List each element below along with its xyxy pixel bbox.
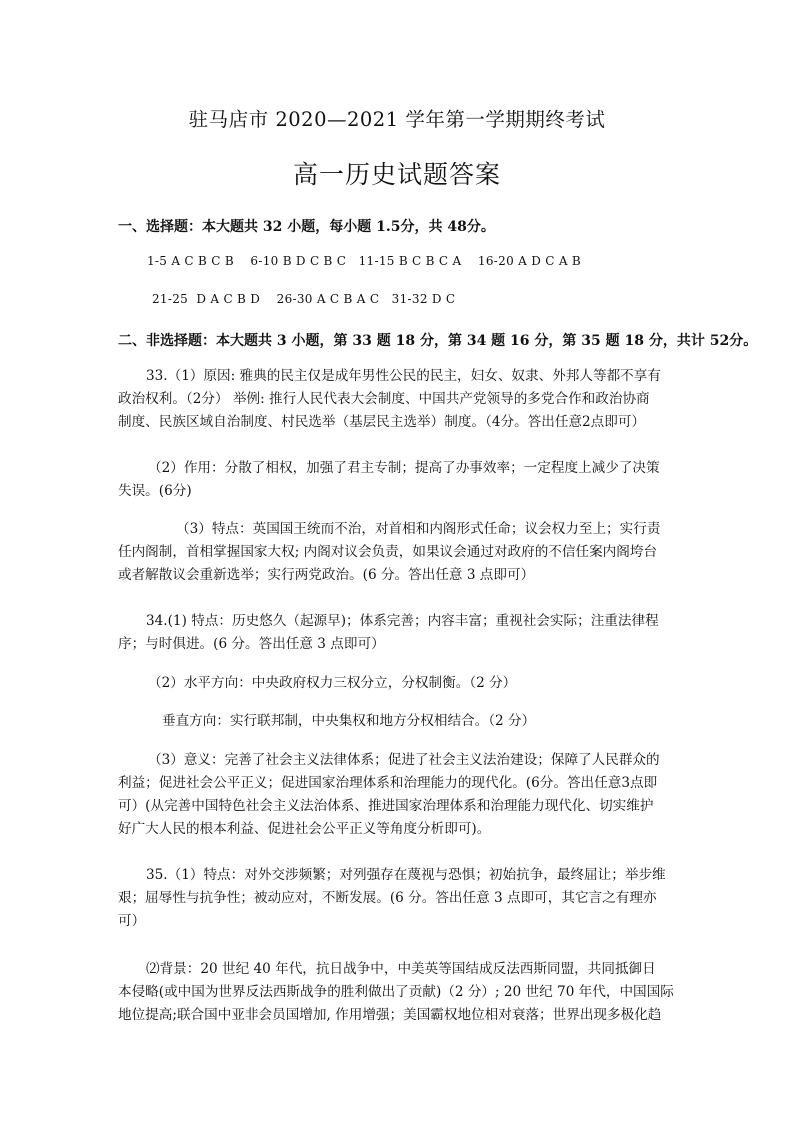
exam-title: 驻马店市 2020—2021 学年第一学期期终考试 (188, 108, 606, 131)
text-line: 34.(1) 特点：历史悠久（起源早)；体系完善；内容丰富；重视社会实际；注重法律程 (146, 613, 659, 629)
section2-heading: 二、非选择题：本大题共 3 小题，第 33 题 18 分，第 34 题 16 分，第 35 题 18 分，共计 52分。 (118, 333, 758, 349)
text-line: 任内阁制，首相掌握国家大权; 内阁对议会负责，如果议会通过对政府的不信任案内阁垮台 (118, 544, 658, 560)
text-line: （2）水平方向：中央政府权力三权分立，分权制衡。（2 分） (148, 675, 517, 691)
text-line: 序；与时俱进。(6 分。答出任意 3 点即可） (118, 636, 385, 652)
text-line: （3）意义：完善了社会主义法律体系；促进了社会主义法治建设；保障了人民群众的 (148, 752, 660, 768)
answer-key-title: 高一历史试题答案 (292, 160, 501, 189)
q34-part3 (118, 749, 676, 841)
q34-part2 (118, 672, 676, 695)
text-line: 地位提高;联合国中亚非会员国增加, 作用增强；美国霸权地位相对衰落；世界出现多极化趋 (118, 1007, 662, 1023)
answers-line-2: 21-25 D A C B D 26-30 A C B A C 31-32 D C (152, 292, 456, 306)
q34-part1 (118, 610, 676, 656)
text-line: ⑵背景：20 世纪 40 年代，抗日战争中，中美英等国结成反法西斯同盟，共同抵御日 (146, 961, 656, 977)
q35-part2 (118, 958, 676, 1027)
text-line: （3）特点：英国国王统而不治，对首相和内阁形式任命；议会权力至上；实行责 (176, 521, 661, 537)
section1-heading: 一、选择题：本大题共 32 小题，每小题 1.5分，共 48分。 (118, 219, 495, 235)
text-line: 好广大人民的根本利益、促进社会公平正义等角度分析即可)。 (118, 821, 491, 837)
answers-line-1: 1-5 A C B C B 6-10 B D C B C 11-15 B C B C A 16-20 A D C A B (147, 254, 582, 268)
text-line: 艰；屈辱性与抗争性；被动应对，不断发展。(6 分。答出任意 3 点即可，其它言之有理亦 (118, 890, 657, 906)
text-line: （2）作用：分散了相权，加强了君主专制；提高了办事效率；一定程度上减少了决策 (148, 460, 660, 476)
text-line: 可）(从完善中国特色社会主义法治体系、推进国家治理体系和治理能力现代化、切实维护 (118, 798, 654, 814)
text-line: 垂直方向：实行联邦制，中央集权和地方分权相结合。（2 分） (162, 713, 536, 729)
text-line: 可） (118, 913, 146, 929)
q34-part2-vertical (118, 710, 676, 733)
text-line: 本侵略(或中国为世界反法西斯战争的胜利做出了贡献)（2 分）; 20 世纪 70 年代，中国国际 (118, 984, 674, 1000)
text-line: 33.（1）原因: 雅典的民主仅是成年男性公民的民主，妇女、奴隶、外邦人等都不享有 (146, 368, 661, 384)
text-line: 35.（1）特点：对外交涉频繁；对列强存在蔑视与恐惧；初始抗争，最终屈让；举步维 (146, 867, 666, 883)
text-line: 利益；促进社会公平正义；促进国家治理体系和治理能力的现代化。(6分。答出任意3点即 (118, 775, 658, 791)
text-line: 政治权利。（2分） 举例: 推行人民代表大会制度、中国共产党领导的多党合作和政治协商 (118, 391, 650, 407)
text-line: 失误。(6分) (118, 483, 192, 499)
text-line: 制度、民族区域自治制度、村民选举（基层民主选举）制度。（4分。答出任意2点即可） (118, 414, 646, 430)
q33-part1 (118, 365, 676, 434)
q33-part3 (118, 518, 676, 587)
q35-part1 (118, 864, 676, 933)
text-line: 或者解散议会重新选举；实行两党政治。(6 分。答出任意 3 点即可） (118, 567, 535, 583)
q33-part2 (118, 457, 676, 503)
